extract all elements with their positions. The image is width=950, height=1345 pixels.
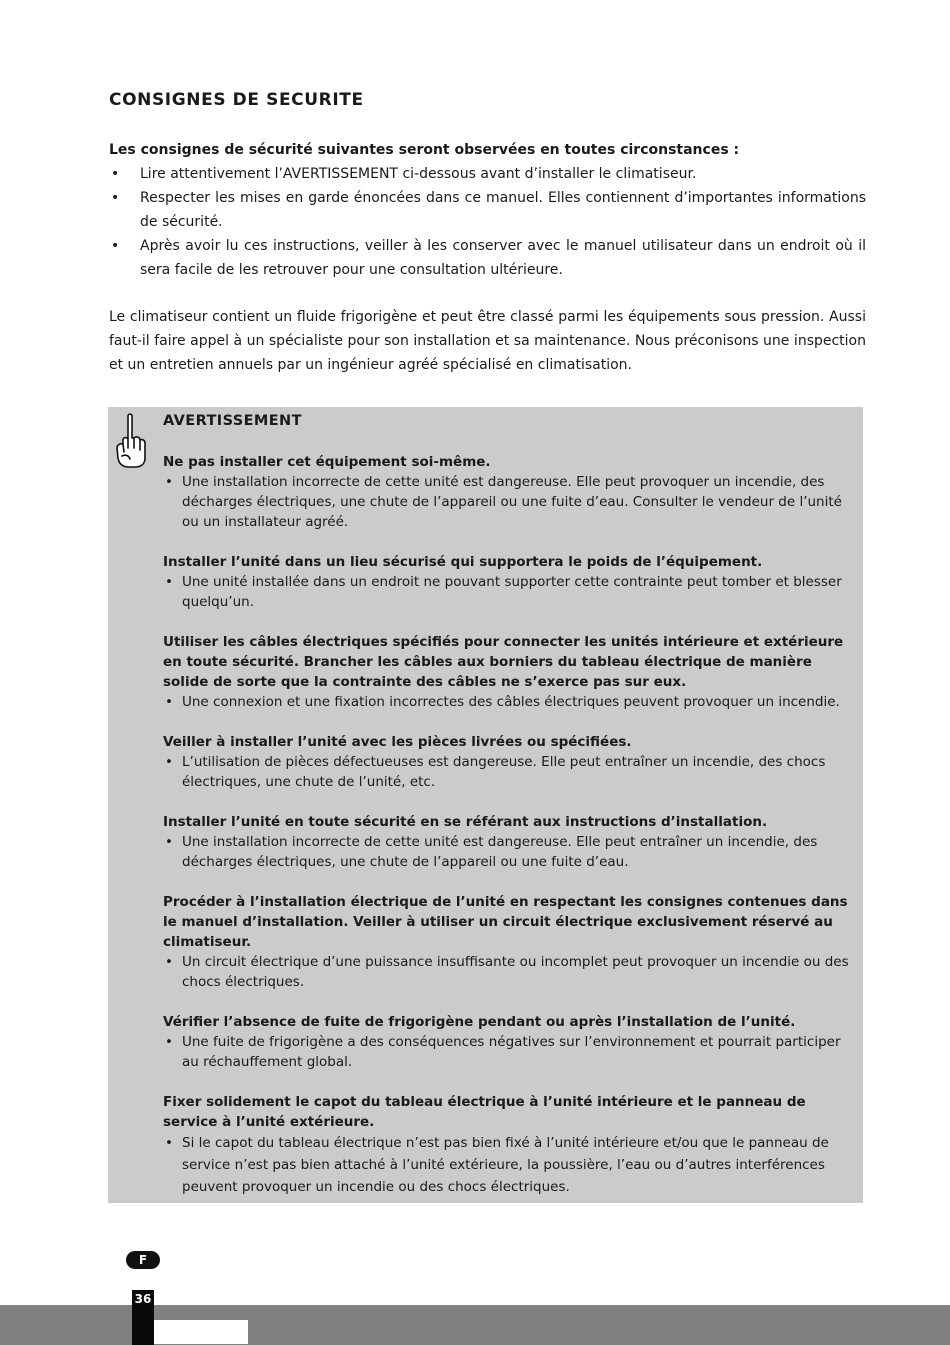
bullet-text: Une connexion et une fixation incorrectes des câbles électriques peuvent provoquer un incendie. xyxy=(182,694,840,710)
list-item xyxy=(163,692,858,712)
bullet-marker: • xyxy=(111,166,120,182)
language-badge: F xyxy=(126,1251,160,1269)
warning-content xyxy=(163,410,858,1218)
bullet-marker: • xyxy=(165,834,173,850)
list-item xyxy=(163,572,858,612)
bullet-text: Une installation incorrecte de cette unité est dangereuse. Elle peut entraîner un incendie, des décharges électriques, une chute de l’appareil ou une fuite d’eau. xyxy=(182,834,818,870)
intro-paragraph: Le climatiseur contient un fluide frigorigène et peut être classé parmi les équipements sous pression. Aussi faut-il faire appel à un spécialiste pour son installation et sa maintenance. Nous préconisons une inspection et un entretien annuels par un ingénieur agréé spécialisé en climatisation. xyxy=(109,309,866,373)
list-item xyxy=(109,186,866,234)
pointing-hand-icon xyxy=(114,412,148,470)
warning-section xyxy=(163,1012,858,1072)
bullet-text: Lire attentivement l’AVERTISSEMENT ci-dessous avant d’installer le climatiseur. xyxy=(140,166,697,182)
list-item xyxy=(163,1032,858,1072)
section-heading: Vérifier l’absence de fuite de frigorigène pendant ou après l’installation de l’unité. xyxy=(163,1014,796,1030)
intro-lead: Les consignes de sécurité suivantes seront observées en toutes circonstances : xyxy=(109,142,740,158)
warning-section xyxy=(163,452,858,532)
bullet-text: Respecter les mises en garde énoncées dans ce manuel. Elles contiennent d’importantes informations de sécurité. xyxy=(140,190,866,230)
bullet-text: Après avoir lu ces instructions, veiller à les conserver avec le manuel utilisateur dans un endroit où il sera facile de les retrouver pour une consultation ultérieure. xyxy=(140,238,866,278)
bullet-text: Si le capot du tableau électrique n’est pas bien fixé à l’unité intérieure et/ou que le panneau de service n’est pas bien attaché à l’unité extérieure, la poussière, l’eau ou d’autres interférences peuvent provoquer un incendie ou des chocs électriques. xyxy=(182,1135,829,1195)
section-heading: Utiliser les câbles électriques spécifiés pour connecter les unités intérieure et extérieure en toute sécurité. Brancher les câbles aux borniers du tableau électrique de manière solide de sorte que la contrainte des câbles ne s’exerce pas sur eux. xyxy=(163,634,844,690)
bullet-text: L’utilisation de pièces défectueuses est dangereuse. Elle peut entraîner un incendie, des chocs électriques, une chute de l’unité, etc. xyxy=(182,754,826,790)
bullet-text: Un circuit électrique d’une puissance insuffisante ou incomplet peut provoquer un incendie ou des chocs électriques. xyxy=(182,954,849,990)
bullet-marker: • xyxy=(165,754,173,770)
warning-section xyxy=(163,892,858,992)
bullet-marker: • xyxy=(165,694,173,710)
warning-title: AVERTISSEMENT xyxy=(163,413,302,429)
section-heading: Procéder à l’installation électrique de l’unité en respectant les consignes contenues dans le manuel d’installation. Veiller à utiliser un circuit électrique exclusivement réservé au climatiseur. xyxy=(163,894,848,950)
page-title: CONSIGNES DE SECURITE xyxy=(109,90,364,110)
warning-section xyxy=(163,1092,858,1198)
section-heading: Veiller à installer l’unité avec les pièces livrées ou spécifiées. xyxy=(163,734,632,750)
intro-bullet-list xyxy=(109,162,866,282)
warning-section xyxy=(163,632,858,712)
warning-section xyxy=(163,552,858,612)
list-item xyxy=(109,234,866,282)
section-heading: Installer l’unité dans un lieu sécurisé qui supportera le poids de l’équipement. xyxy=(163,554,763,570)
bullet-marker: • xyxy=(165,1034,173,1050)
list-item xyxy=(163,1132,858,1198)
page-number: 36 xyxy=(134,1292,152,1306)
list-item xyxy=(163,472,858,532)
list-item xyxy=(163,832,858,872)
warning-section xyxy=(163,732,858,792)
bullet-text: Une installation incorrecte de cette unité est dangereuse. Elle peut provoquer un incendie, des décharges électriques, une chute de l’appareil ou une fuite d’eau. Consulter le vendeur de l’unité ou un installateur agréé. xyxy=(182,474,842,530)
section-heading: Installer l’unité en toute sécurité en se référant aux instructions d’installation. xyxy=(163,814,768,830)
bullet-marker: • xyxy=(111,190,120,206)
section-heading: Ne pas installer cet équipement soi-même. xyxy=(163,454,491,470)
bullet-marker: • xyxy=(165,474,173,490)
list-item xyxy=(109,162,866,186)
bullet-marker: • xyxy=(165,1135,173,1151)
warning-section xyxy=(163,812,858,872)
list-item xyxy=(163,952,858,992)
bullet-text: Une fuite de frigorigène a des conséquences négatives sur l’environnement et pourrait participer au réchauffement global. xyxy=(182,1034,841,1070)
intro-section xyxy=(109,138,866,377)
bullet-marker: • xyxy=(165,954,173,970)
warning-box xyxy=(108,407,863,1203)
bullet-marker: • xyxy=(111,238,120,254)
section-heading: Fixer solidement le capot du tableau électrique à l’unité intérieure et le panneau de service à l’unité extérieure. xyxy=(163,1094,806,1130)
bullet-text: Une unité installée dans un endroit ne pouvant supporter cette contrainte peut tomber et blesser quelqu’un. xyxy=(182,574,842,610)
bullet-marker: • xyxy=(165,574,173,590)
footer-white-block xyxy=(154,1320,248,1344)
list-item xyxy=(163,752,858,792)
